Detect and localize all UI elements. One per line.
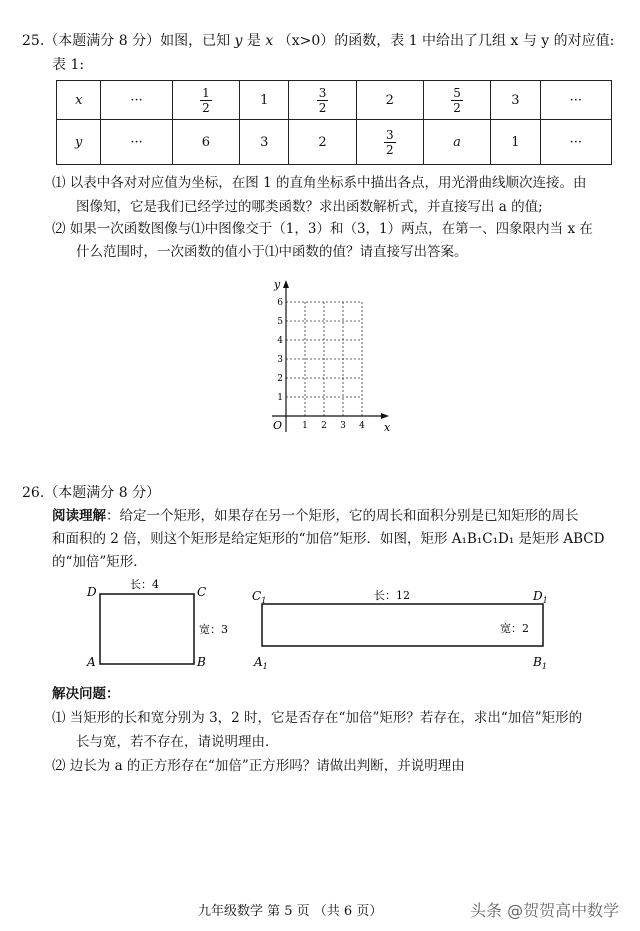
q26-heading: 26.（本题满分 8 分） (22, 485, 161, 501)
table-cell: 1 (240, 81, 289, 120)
table-cell: y (57, 120, 101, 165)
x-axis-label: x (384, 421, 391, 434)
origin-label: O (273, 419, 283, 432)
fraction: $\frac{5}{2}$ (453, 85, 461, 115)
solve-title: 解决问题： (52, 686, 120, 702)
q25-part2-line2: 什么范围时，一次函数的值小于⑴中函数的值？请直接写出答案。 (76, 244, 468, 260)
length-label: 长：12 (374, 589, 410, 602)
y-tick-label: 5 (277, 317, 283, 327)
table-cell: 3 (240, 120, 289, 165)
watermark: 头条 @贺贺高中数学 (470, 901, 620, 920)
vertex-label: B (197, 655, 206, 669)
table-cell: ··· (101, 81, 172, 120)
table-cell: 6 (172, 120, 239, 165)
table-cell: ··· (101, 120, 172, 165)
vertex-label: $C_1$ (252, 589, 267, 605)
y-tick-label: 6 (277, 298, 283, 308)
vertex-label: $D_1$ (533, 589, 548, 605)
q26-reading-line1: 阅读理解：给定一个矩形，如果存在另一个矩形，它的周长和面积分别是已知矩形的周长 (52, 508, 579, 524)
table-cell: 2 (289, 120, 356, 165)
x-tick-label: 4 (359, 421, 365, 431)
table-cell (172, 81, 239, 120)
q26-solve1-line1: ⑴ 当矩形的长和宽分别为 3，2 时，它是否存在“加倍”矩形？若存在，求出“加倍”矩形的 (52, 710, 583, 726)
y-axis-label: y (274, 278, 281, 291)
table-cell: 1 (491, 120, 540, 165)
reading-title: 阅读理解 (52, 508, 106, 524)
table-cell: 2 (356, 81, 423, 120)
y-tick-label: 2 (277, 374, 283, 384)
vertex-label: $B_1$ (533, 655, 547, 671)
y-tick-label: 1 (277, 393, 283, 403)
q26-reading-line3: 的“加倍”矩形． (52, 554, 147, 570)
value-table (56, 80, 612, 165)
x-tick-label: 1 (302, 421, 308, 431)
table-cell (423, 81, 490, 120)
table-cell (356, 120, 423, 165)
table-cell: ··· (540, 120, 611, 165)
y-tick-label: 3 (277, 355, 283, 365)
x-tick-label: 2 (321, 421, 327, 431)
q26-solve1-line2: 长与宽，若不存在，请说明理由． (76, 734, 279, 750)
q25-heading: 25.（本题满分 8 分）如图，已知 y 是 x （x>0）的函数，表 1 中给出了几组 x 与 y 的对应值: (22, 33, 615, 49)
q26-reading-line2: 和面积的 2 倍，则这个矩形是给定矩形的“加倍”矩形．如图，矩形 A₁B₁C₁D₁ 是矩形 ABCD (52, 531, 605, 547)
page-footer: 九年级数学 第 5 页 （共 6 页） (198, 904, 383, 919)
rectangle-abcd (84, 574, 254, 674)
width-label: 宽：2 (500, 622, 529, 635)
table-cell: a (423, 120, 490, 165)
fraction: $\frac{1}{2}$ (202, 85, 210, 115)
rectangle-a1b1c1d1 (250, 582, 560, 674)
table-row-x (57, 81, 612, 120)
width-label: 宽：3 (199, 623, 228, 636)
x-tick-label: 3 (340, 421, 346, 431)
fraction: $\frac{3}{2}$ (385, 127, 394, 157)
x-axis-arrow (381, 413, 389, 419)
vertex-label: $A_1$ (254, 655, 268, 671)
coordinate-grid (258, 272, 398, 442)
table-row-y (57, 120, 612, 165)
rectangle-outline (100, 594, 194, 664)
vertex-label: D (87, 585, 97, 599)
q25-part1-line2: 图像知，它是我们已经学过的哪类函数？求出函数解析式，并直接写出 a 的值; (76, 199, 543, 215)
length-label: 长：4 (130, 578, 159, 591)
fraction: $\frac{3}{2}$ (318, 85, 327, 115)
table-cell: 3 (491, 81, 540, 120)
table-cell (289, 81, 356, 120)
table-label: 表 1: (52, 57, 85, 73)
grid-lines (286, 302, 362, 416)
q26-solve2-line1: ⑵ 边长为 a 的正方形存在“加倍”正方形吗？请做出判断，并说明理由 (52, 758, 465, 774)
table-cell: x (57, 81, 101, 120)
q25-part1-line1: ⑴ 以表中各对对应值为坐标，在图 1 的直角坐标系中描出各点，用光滑曲线顺次连接。由 (52, 175, 587, 191)
q25-part2-line1: ⑵ 如果一次函数图像与⑴中图像交于（1，3）和（3，1）两点，在第一、四象限内当 x 在 (52, 221, 593, 237)
vertex-label: C (197, 585, 207, 599)
y-axis-arrow (283, 280, 289, 288)
table-cell: ··· (540, 81, 611, 120)
vertex-label: A (87, 655, 96, 669)
y-tick-label: 4 (277, 336, 283, 346)
